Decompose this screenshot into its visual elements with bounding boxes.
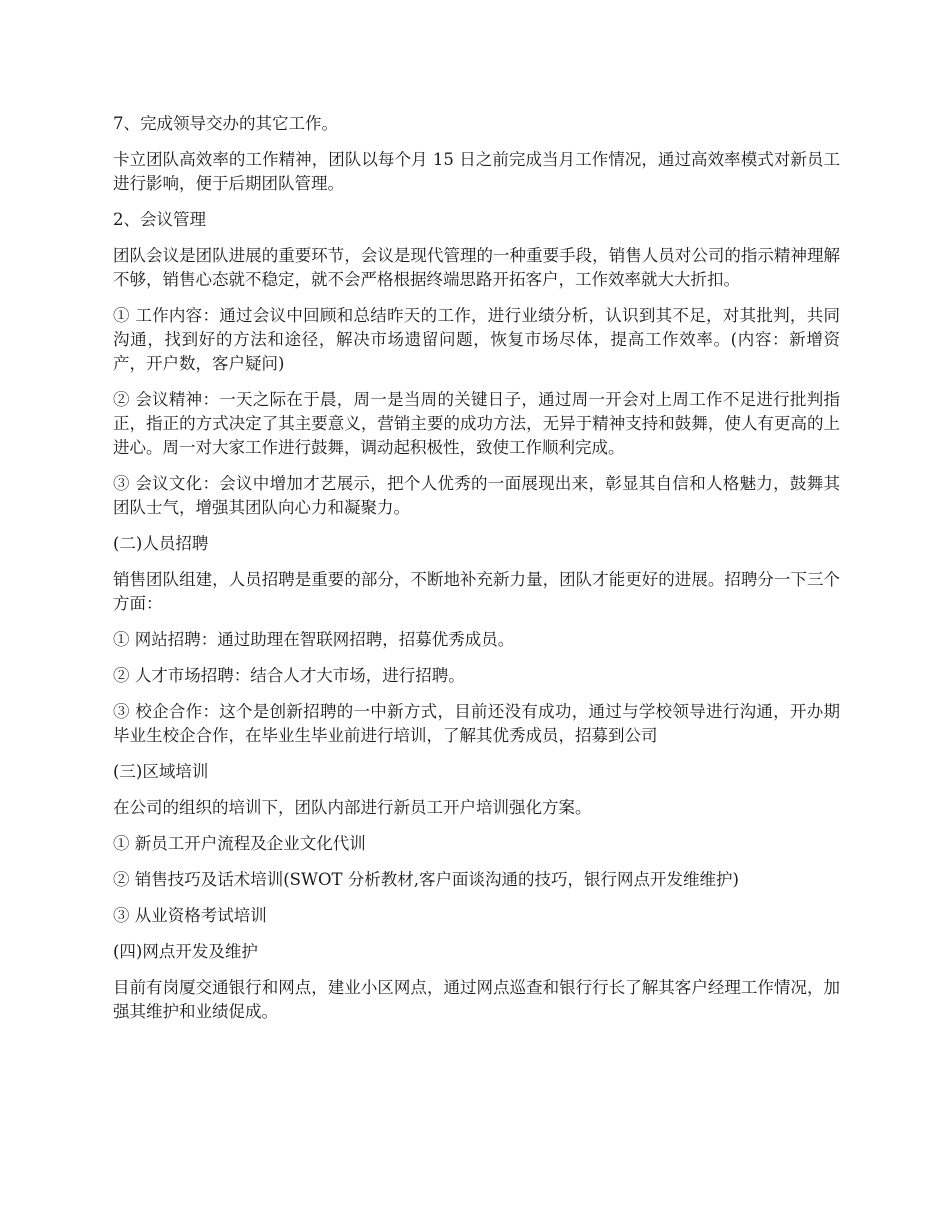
document-body [113,112,840,1036]
recruitment-school-cooperation: ③ 校企合作：这个是创新招聘的一中新方式，目前还没有成功，通过与学校领导进行沟通，开办期毕业生校企合作，在毕业生毕业前进行培训，了解其优秀成员，招募到公司 [113,702,840,745]
training-new-staff: ① 新员工开户流程及企业文化代训 [113,834,366,853]
training-intro: 在公司的组织的培训下，团队内部进行新员工开户培训强化方案。 [113,798,592,817]
recruitment-website: ① 网站招聘：通过助理在智联网招聘，招募优秀成员。 [113,630,515,649]
training-sales-skills: ② 销售技巧及话术培训(SWOT 分析教材,客户面谈沟通的技巧，银行网点开发维维护) [113,870,739,889]
meeting-intro-paragraph: 团队会议是团队进展的重要环节，会议是现代管理的一种重要手段，销售人员对公司的指示精神理解不够，销售心态就不稳定，就不会严格根据终端思路开拓客户，工作效率就大大折扣。 [113,246,840,289]
heading-regional-training: (三)区域培训 [113,762,209,781]
meeting-work-content: ① 工作内容：通过会议中回顾和总结昨天的工作，进行业绩分析，认识到其不足，对其批判，共同沟通，找到好的方法和途径，解决市场遗留问题，恢复市场尽体，提高工作效率。(内容：新增资产，开户数，客户疑问) [113,306,840,373]
recruitment-talent-market: ② 人才市场招聘：结合人才大市场，进行招聘。 [113,666,465,685]
meeting-culture: ③ 会议文化：会议中增加才艺展示，把个人优秀的一面展现出来，彰显其自信和人格魅力，鼓舞其团队士气，增强其团队向心力和凝聚力。 [113,474,840,517]
heading-branch-development: (四)网点开发及维护 [113,942,258,961]
training-qualification-exam: ③ 从业资格考试培训 [113,906,267,925]
branch-development-paragraph: 目前有岗厦交通银行和网点，建业小区网点，通过网点巡查和银行行长了解其客户经理工作情况，加强其维护和业绩促成。 [113,978,840,1021]
team-efficiency-paragraph: 卡立团队高效率的工作精神，团队以每个月 15 日之前完成当月工作情况，通过高效率模式对新员工进行影响，便于后期团队管理。 [113,150,840,193]
item-7-other-tasks: 7、完成领导交办的其它工作。 [113,114,338,133]
meeting-spirit: ② 会议精神：一天之际在于晨，周一是当周的关键日子，通过周一开会对上周工作不足进行批判指正，指正的方式决定了其主要意义，营销主要的成功方法，无异于精神支持和鼓舞，使人有更高的上进心。周一对大家工作进行鼓舞，调动起积极性，致使工作顺利完成。 [113,390,840,457]
heading-recruitment: (二)人员招聘 [113,534,209,553]
recruitment-intro: 销售团队组建，人员招聘是重要的部分，不断地补充新力量，团队才能更好的进展。招聘分一下三个方面： [113,570,840,613]
heading-meeting-management: 2、会议管理 [113,210,206,229]
